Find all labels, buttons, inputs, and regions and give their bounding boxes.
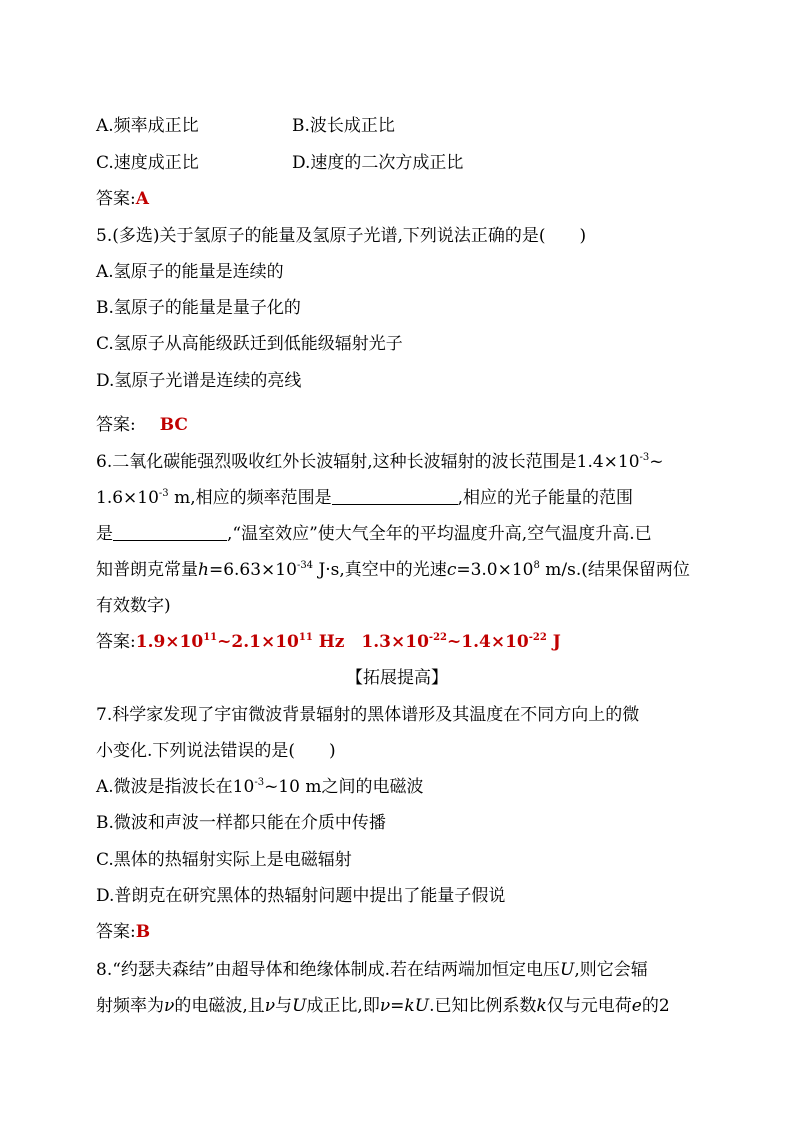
q5-answer: 答案: BC	[96, 415, 188, 435]
q7-stem-line-2: 小变化.下列说法错误的是( )	[96, 741, 336, 761]
q4-option-a: A.频率成正比	[96, 116, 199, 136]
q4-option-c: C.速度成正比	[96, 153, 199, 173]
q5-option-c: C.氢原子从高能级跃迁到低能级辐射光子	[96, 334, 403, 354]
q6-line-4: 知普朗克常量$h=6.63\times 10^{-34}$ J·s,真空中的光速$c=3.0\times 10^8$ m/s.(结果保留两位	[96, 560, 690, 580]
q6-answer: 答案$:1.9\times 10^{11}\sim 2.1\times 10^{11}$ Hz $1.3\times 10^{-22}\sim 1.4\times 10^{-22}$ J	[96, 632, 561, 652]
q7-option-d: D.普朗克在研究黑体的热辐射问题中提出了能量子假说	[96, 886, 506, 906]
q7-option-b: B.微波和声波一样都只能在介质中传播	[96, 813, 386, 833]
q8-line-2: 射频率为ν的电磁波,且ν与U成正比,即ν=kU.已知比例系数k仅与元电荷e的2	[96, 996, 670, 1016]
q4-option-d: D.速度的二次方成正比	[292, 153, 464, 173]
q6-blank-energy[interactable]	[113, 524, 227, 541]
section-heading: 【拓展提高】	[346, 668, 448, 688]
q7-option-c: C.黑体的热辐射实际上是电磁辐射	[96, 850, 352, 870]
q6-line-3: 是 ,“温室效应”使大气全年的平均温度升高,空气温度升高.已	[96, 524, 652, 544]
q4-option-b: B.波长成正比	[292, 116, 395, 136]
q6-line-5: 有效数字)	[96, 596, 171, 616]
q7-option-a: A.微波是指波长在$10^{-3}\sim 10$ m之间的电磁波	[96, 777, 424, 797]
q6-blank-frequency[interactable]	[332, 488, 458, 505]
q8-line-1: 8.“约瑟夫森结”由超导体和绝缘体制成.若在结两端加恒定电压U,则它会辐	[96, 960, 648, 980]
q6-line-2: $1.6\times 10^{-3}$ m,相应的频率范围是 ,相应的光子能量的范围	[96, 488, 634, 508]
q5-option-d: D.氢原子光谱是连续的亮线	[96, 371, 302, 391]
q5-option-b: B.氢原子的能量是量子化的	[96, 298, 301, 318]
q4-answer: 答案:A	[96, 189, 149, 209]
q7-answer: 答案:B	[96, 922, 151, 942]
q7-stem-line-1: 7.科学家发现了宇宙微波背景辐射的黑体谱形及其温度在不同方向上的微	[96, 705, 640, 725]
q5-option-a: A.氢原子的能量是连续的	[96, 262, 284, 282]
q6-line-1: 6.二氧化碳能强烈吸收红外长波辐射,这种长波辐射的波长范围是$1.4\times 10^{-3}\sim$	[96, 452, 664, 472]
q5-stem: 5.(多选)关于氢原子的能量及氢原子光谱,下列说法正确的是( )	[96, 226, 587, 246]
